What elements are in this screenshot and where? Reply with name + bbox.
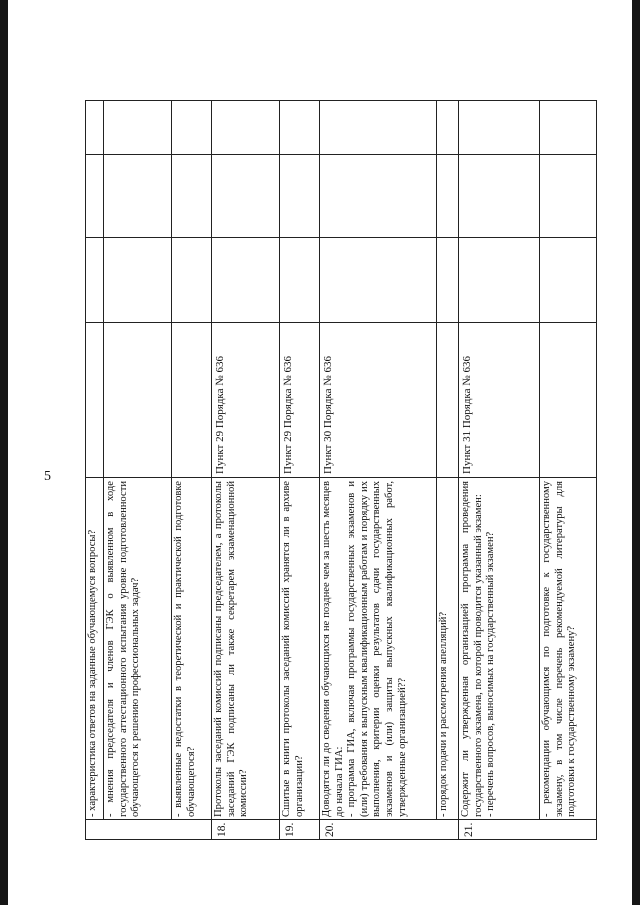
legal-reference: Пункт 30 Порядка № 636: [322, 356, 334, 474]
table-row: [436, 100, 458, 840]
grid-line: [211, 100, 212, 840]
answer-cell: [319, 155, 436, 238]
checklist-table-body: [85, 100, 597, 840]
note-cell: [458, 100, 539, 155]
scan-edge-left: [0, 0, 8, 905]
answer-cell: [211, 238, 279, 323]
table-row: [103, 100, 171, 840]
page-number: 5: [44, 469, 51, 484]
grid-line: [171, 100, 172, 820]
table-row: [458, 100, 539, 840]
answer-cell: [539, 155, 597, 238]
row-number: [103, 820, 171, 840]
note-cell: [539, 100, 597, 155]
question-text: - характеристика ответов на заданные обучающемуся вопросы?: [87, 529, 98, 817]
table-row: [539, 100, 597, 840]
question-text: - рекомендации обучающимся по подготовке к государственному экзамену, в том числе перечень рекомендуемой литературы для подготовки к государственному экзамену?: [541, 481, 578, 817]
legal-reference: [85, 323, 103, 478]
legal-reference: [539, 323, 597, 478]
question-text: - выявленные недостатки в теоретической и практической подготовке обучающегося?: [173, 481, 197, 817]
legal-reference: [103, 323, 171, 478]
answer-cell: [539, 238, 597, 323]
note-cell: [171, 100, 211, 155]
answer-cell: [171, 155, 211, 238]
table-row: [171, 100, 211, 840]
legal-reference: Пункт 29 Порядка № 636: [214, 356, 226, 474]
grid-line: [85, 154, 597, 155]
note-cell: [103, 100, 171, 155]
row-number: [539, 820, 597, 840]
question-text: Протоколы заседаний комиссий подписаны председателем, а протоколы заседаний ГЭК подписаны ли также секретарем экзаменационной комиссии?: [213, 481, 250, 817]
grid-line: [319, 100, 320, 840]
row-number: 20.: [324, 822, 336, 837]
answer-cell: [279, 155, 319, 238]
note-cell: [85, 100, 103, 155]
legal-reference: [436, 323, 458, 478]
grid-line: [85, 477, 597, 478]
legal-reference: Пункт 31 Порядка № 636: [461, 356, 473, 474]
answer-cell: [458, 155, 539, 238]
row-number: 18.: [216, 822, 228, 837]
legal-reference: Пункт 29 Порядка № 636: [282, 356, 294, 474]
answer-cell: [85, 238, 103, 323]
grid-line: [596, 100, 597, 840]
grid-line: [85, 100, 86, 840]
answer-cell: [436, 238, 458, 323]
answer-cell: [436, 155, 458, 238]
grid-line: [85, 237, 597, 238]
note-cell: [279, 100, 319, 155]
grid-line: [85, 322, 597, 323]
question-text: Доводятся ли до сведения обучающихся не позднее чем за шесть месяцев до начала ГИА: - программа ГИА, включая программы государственных экзаменов и (или) требования к выпускным квалификационным работам и порядку их выполнения, критерии оценки результатов сдачи государственных экзаменов и (или) защиты выпускных квалификационных работ, утвержденные организацией??: [321, 481, 408, 817]
row-number: [436, 820, 458, 840]
question-text: Содержит ли утвержденная организацией программа проведения государственного экзамена, по которой проводится указанный экзамен: - перечень вопросов, выносимых на государственный экзамен?: [460, 481, 497, 817]
grid-line: [279, 100, 280, 840]
row-number: [171, 820, 211, 840]
grid-line: [436, 100, 437, 820]
table-row: [85, 100, 103, 840]
answer-cell: [103, 238, 171, 323]
answer-cell: [319, 238, 436, 323]
grid-line: [539, 100, 540, 820]
note-cell: [211, 100, 279, 155]
row-number: 21.: [463, 822, 475, 837]
row-number: [85, 820, 103, 840]
answer-cell: [103, 155, 171, 238]
note-cell: [436, 100, 458, 155]
question-text: - порядок подачи и рассмотрения апелляций?: [438, 611, 449, 817]
checklist-table: [85, 100, 597, 840]
table-row: [279, 100, 319, 840]
scan-edge-right: [632, 0, 640, 905]
question-text: - мнения председателя и членов ГЭК о выявленном в ходе государственного аттестационного испытания уровне подготовленности обучающегося к решению профессиональных задач?: [105, 481, 142, 817]
grid-line: [458, 100, 459, 840]
grid-line: [85, 819, 597, 820]
answer-cell: [171, 238, 211, 323]
answer-cell: [458, 238, 539, 323]
grid-line: [85, 100, 597, 101]
grid-line: [103, 100, 104, 820]
row-number: 19.: [284, 822, 296, 837]
table-row: [319, 100, 436, 840]
answer-cell: [211, 155, 279, 238]
question-text: Сшитые в книги протоколы заседаний комиссий хранятся ли в архиве организации?: [281, 481, 305, 817]
answer-cell: [279, 238, 319, 323]
answer-cell: [85, 155, 103, 238]
table-row: [211, 100, 279, 840]
grid-line: [85, 839, 597, 840]
legal-reference: [171, 323, 211, 478]
note-cell: [319, 100, 436, 155]
